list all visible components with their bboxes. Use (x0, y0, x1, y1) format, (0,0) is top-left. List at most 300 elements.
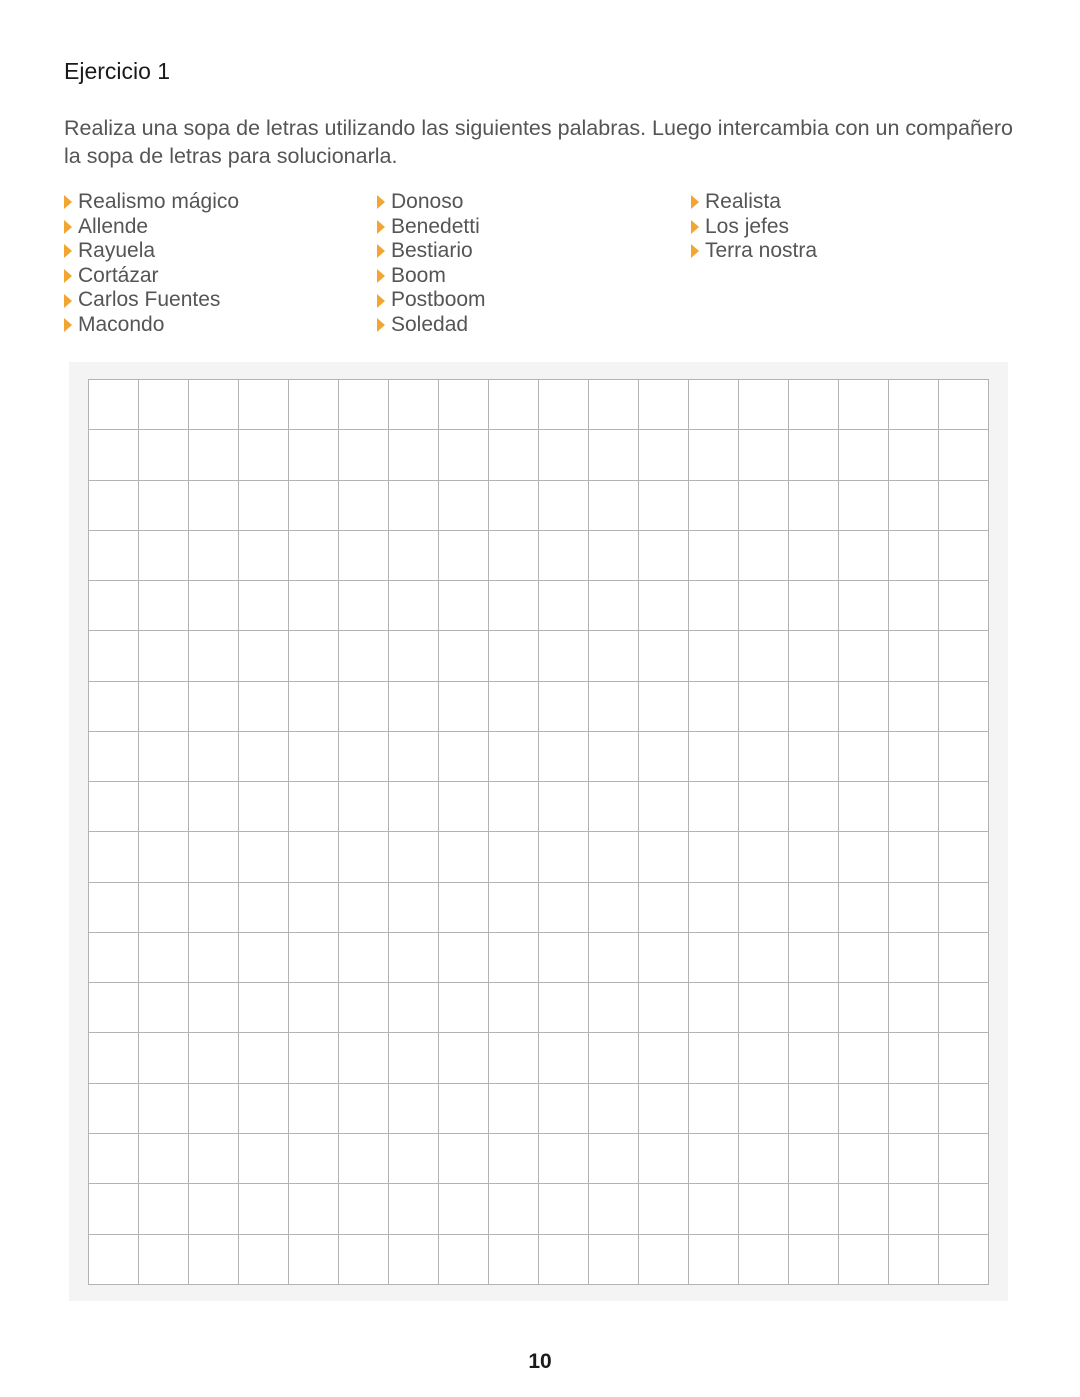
grid-cell[interactable] (189, 732, 239, 782)
grid-cell[interactable] (639, 631, 689, 681)
grid-cell[interactable] (89, 1235, 139, 1285)
grid-cell[interactable] (89, 531, 139, 581)
grid-cell[interactable] (139, 1084, 189, 1134)
grid-cell[interactable] (339, 1084, 389, 1134)
grid-cell[interactable] (439, 832, 489, 882)
grid-cell[interactable] (539, 1184, 589, 1234)
grid-cell[interactable] (689, 732, 739, 782)
grid-cell[interactable] (939, 983, 989, 1033)
grid-cell[interactable] (339, 531, 389, 581)
grid-cell[interactable] (639, 581, 689, 631)
grid-cell[interactable] (589, 581, 639, 631)
grid-cell[interactable] (539, 531, 589, 581)
grid-cell[interactable] (639, 1134, 689, 1184)
grid-cell[interactable] (639, 531, 689, 581)
grid-cell[interactable] (689, 380, 739, 430)
grid-cell[interactable] (89, 380, 139, 430)
grid-cell[interactable] (539, 883, 589, 933)
grid-cell[interactable] (939, 1134, 989, 1184)
grid-cell[interactable] (239, 481, 289, 531)
grid-cell[interactable] (939, 1084, 989, 1134)
grid-cell[interactable] (389, 1235, 439, 1285)
grid-cell[interactable] (889, 782, 939, 832)
grid-cell[interactable] (439, 1033, 489, 1083)
grid-cell[interactable] (639, 732, 689, 782)
grid-cell[interactable] (789, 732, 839, 782)
grid-cell[interactable] (289, 531, 339, 581)
grid-cell[interactable] (739, 1184, 789, 1234)
grid-cell[interactable] (289, 1235, 339, 1285)
grid-cell[interactable] (189, 430, 239, 480)
grid-cell[interactable] (689, 1235, 739, 1285)
grid-cell[interactable] (89, 581, 139, 631)
grid-cell[interactable] (839, 832, 889, 882)
grid-cell[interactable] (489, 682, 539, 732)
grid-cell[interactable] (139, 531, 189, 581)
grid-cell[interactable] (289, 1134, 339, 1184)
grid-cell[interactable] (789, 682, 839, 732)
grid-cell[interactable] (589, 832, 639, 882)
grid-cell[interactable] (389, 1084, 439, 1134)
grid-cell[interactable] (639, 380, 689, 430)
grid-cell[interactable] (239, 1033, 289, 1083)
grid-cell[interactable] (239, 581, 289, 631)
grid-cell[interactable] (339, 1184, 389, 1234)
grid-cell[interactable] (939, 531, 989, 581)
grid-cell[interactable] (789, 1033, 839, 1083)
grid-cell[interactable] (839, 1235, 889, 1285)
grid-cell[interactable] (589, 481, 639, 531)
grid-cell[interactable] (689, 933, 739, 983)
grid-cell[interactable] (589, 782, 639, 832)
grid-cell[interactable] (539, 1033, 589, 1083)
grid-cell[interactable] (139, 1184, 189, 1234)
grid-cell[interactable] (889, 1084, 939, 1134)
grid-cell[interactable] (639, 832, 689, 882)
grid-cell[interactable] (239, 631, 289, 681)
grid-cell[interactable] (289, 832, 339, 882)
grid-cell[interactable] (889, 983, 939, 1033)
grid-cell[interactable] (839, 531, 889, 581)
grid-cell[interactable] (339, 631, 389, 681)
grid-cell[interactable] (439, 682, 489, 732)
grid-cell[interactable] (839, 682, 889, 732)
grid-cell[interactable] (489, 933, 539, 983)
grid-cell[interactable] (139, 631, 189, 681)
grid-cell[interactable] (489, 1235, 539, 1285)
grid-cell[interactable] (439, 782, 489, 832)
grid-cell[interactable] (289, 1033, 339, 1083)
grid-cell[interactable] (239, 732, 289, 782)
grid-cell[interactable] (889, 481, 939, 531)
grid-cell[interactable] (389, 682, 439, 732)
grid-cell[interactable] (139, 1033, 189, 1083)
grid-cell[interactable] (239, 430, 289, 480)
grid-cell[interactable] (589, 983, 639, 1033)
grid-cell[interactable] (839, 481, 889, 531)
grid-cell[interactable] (89, 682, 139, 732)
grid-cell[interactable] (689, 682, 739, 732)
grid-cell[interactable] (139, 481, 189, 531)
grid-cell[interactable] (889, 430, 939, 480)
grid-cell[interactable] (739, 832, 789, 882)
grid-cell[interactable] (239, 1184, 289, 1234)
grid-cell[interactable] (589, 1033, 639, 1083)
grid-cell[interactable] (139, 832, 189, 882)
grid-cell[interactable] (139, 682, 189, 732)
grid-cell[interactable] (639, 430, 689, 480)
grid-cell[interactable] (939, 581, 989, 631)
grid-cell[interactable] (639, 883, 689, 933)
grid-cell[interactable] (589, 1134, 639, 1184)
grid-cell[interactable] (589, 883, 639, 933)
grid-cell[interactable] (289, 782, 339, 832)
grid-cell[interactable] (489, 782, 539, 832)
grid-cell[interactable] (339, 1235, 389, 1285)
grid-cell[interactable] (789, 430, 839, 480)
grid-cell[interactable] (589, 430, 639, 480)
grid-cell[interactable] (739, 531, 789, 581)
grid-cell[interactable] (439, 631, 489, 681)
grid-cell[interactable] (739, 1033, 789, 1083)
grid-cell[interactable] (839, 732, 889, 782)
grid-cell[interactable] (239, 883, 289, 933)
grid-cell[interactable] (789, 581, 839, 631)
grid-cell[interactable] (189, 1084, 239, 1134)
grid-cell[interactable] (289, 430, 339, 480)
grid-cell[interactable] (889, 883, 939, 933)
grid-cell[interactable] (389, 631, 439, 681)
grid-cell[interactable] (589, 1084, 639, 1134)
grid-cell[interactable] (939, 1184, 989, 1234)
grid-cell[interactable] (789, 782, 839, 832)
grid-cell[interactable] (89, 631, 139, 681)
grid-cell[interactable] (889, 832, 939, 882)
grid-cell[interactable] (739, 380, 789, 430)
grid-cell[interactable] (839, 631, 889, 681)
grid-cell[interactable] (539, 1084, 589, 1134)
grid-cell[interactable] (489, 531, 539, 581)
grid-cell[interactable] (689, 631, 739, 681)
grid-cell[interactable] (739, 481, 789, 531)
grid-cell[interactable] (439, 1184, 489, 1234)
grid-cell[interactable] (389, 581, 439, 631)
grid-cell[interactable] (839, 782, 889, 832)
grid-cell[interactable] (489, 883, 539, 933)
grid-cell[interactable] (789, 983, 839, 1033)
grid-cell[interactable] (389, 732, 439, 782)
grid-cell[interactable] (939, 732, 989, 782)
grid-cell[interactable] (839, 1084, 889, 1134)
grid-cell[interactable] (539, 1134, 589, 1184)
grid-cell[interactable] (339, 732, 389, 782)
grid-cell[interactable] (489, 1184, 539, 1234)
grid-cell[interactable] (539, 430, 589, 480)
grid-cell[interactable] (839, 581, 889, 631)
grid-cell[interactable] (339, 581, 389, 631)
grid-cell[interactable] (689, 782, 739, 832)
grid-cell[interactable] (489, 732, 539, 782)
grid-cell[interactable] (939, 481, 989, 531)
grid-cell[interactable] (539, 732, 589, 782)
grid-cell[interactable] (389, 883, 439, 933)
grid-cell[interactable] (189, 782, 239, 832)
grid-cell[interactable] (689, 1084, 739, 1134)
grid-cell[interactable] (439, 380, 489, 430)
grid-cell[interactable] (939, 1033, 989, 1083)
grid-cell[interactable] (439, 430, 489, 480)
grid-cell[interactable] (189, 631, 239, 681)
grid-cell[interactable] (639, 1033, 689, 1083)
grid-cell[interactable] (439, 1134, 489, 1184)
grid-cell[interactable] (189, 1235, 239, 1285)
grid-cell[interactable] (739, 631, 789, 681)
grid-cell[interactable] (289, 682, 339, 732)
grid-cell[interactable] (639, 481, 689, 531)
grid-cell[interactable] (189, 883, 239, 933)
grid-cell[interactable] (189, 481, 239, 531)
grid-cell[interactable] (289, 380, 339, 430)
grid-cell[interactable] (189, 832, 239, 882)
grid-cell[interactable] (389, 1134, 439, 1184)
grid-cell[interactable] (239, 1235, 289, 1285)
grid-cell[interactable] (689, 883, 739, 933)
grid-cell[interactable] (589, 1184, 639, 1234)
grid-cell[interactable] (139, 883, 189, 933)
grid-cell[interactable] (389, 933, 439, 983)
grid-cell[interactable] (289, 1184, 339, 1234)
grid-cell[interactable] (689, 983, 739, 1033)
grid-cell[interactable] (489, 1033, 539, 1083)
grid-cell[interactable] (189, 983, 239, 1033)
grid-cell[interactable] (489, 832, 539, 882)
grid-cell[interactable] (839, 380, 889, 430)
grid-cell[interactable] (189, 933, 239, 983)
grid-cell[interactable] (139, 380, 189, 430)
grid-cell[interactable] (89, 1033, 139, 1083)
grid-cell[interactable] (639, 1235, 689, 1285)
grid-cell[interactable] (189, 581, 239, 631)
grid-cell[interactable] (789, 1084, 839, 1134)
grid-cell[interactable] (239, 983, 289, 1033)
grid-cell[interactable] (839, 883, 889, 933)
grid-cell[interactable] (239, 832, 289, 882)
grid-cell[interactable] (139, 983, 189, 1033)
grid-cell[interactable] (589, 1235, 639, 1285)
grid-cell[interactable] (939, 631, 989, 681)
grid-cell[interactable] (439, 933, 489, 983)
grid-cell[interactable] (939, 1235, 989, 1285)
grid-cell[interactable] (289, 883, 339, 933)
grid-cell[interactable] (389, 1033, 439, 1083)
grid-cell[interactable] (639, 782, 689, 832)
grid-cell[interactable] (289, 1084, 339, 1134)
grid-cell[interactable] (589, 531, 639, 581)
grid-cell[interactable] (239, 782, 289, 832)
grid-cell[interactable] (189, 380, 239, 430)
grid-cell[interactable] (389, 430, 439, 480)
grid-cell[interactable] (539, 782, 589, 832)
grid-cell[interactable] (239, 933, 289, 983)
grid-cell[interactable] (589, 631, 639, 681)
grid-cell[interactable] (539, 682, 589, 732)
grid-cell[interactable] (239, 380, 289, 430)
grid-cell[interactable] (689, 531, 739, 581)
grid-cell[interactable] (339, 883, 389, 933)
grid-cell[interactable] (339, 832, 389, 882)
grid-cell[interactable] (889, 682, 939, 732)
grid-cell[interactable] (89, 782, 139, 832)
grid-cell[interactable] (139, 430, 189, 480)
grid-cell[interactable] (639, 1184, 689, 1234)
grid-cell[interactable] (589, 380, 639, 430)
grid-cell[interactable] (939, 832, 989, 882)
grid-cell[interactable] (589, 933, 639, 983)
grid-cell[interactable] (639, 682, 689, 732)
grid-cell[interactable] (389, 481, 439, 531)
grid-cell[interactable] (89, 732, 139, 782)
grid-cell[interactable] (639, 983, 689, 1033)
grid-cell[interactable] (539, 933, 589, 983)
grid-cell[interactable] (339, 983, 389, 1033)
grid-cell[interactable] (889, 1235, 939, 1285)
grid-cell[interactable] (139, 782, 189, 832)
grid-cell[interactable] (389, 531, 439, 581)
grid-cell[interactable] (889, 380, 939, 430)
grid-cell[interactable] (939, 380, 989, 430)
grid-cell[interactable] (789, 481, 839, 531)
grid-cell[interactable] (439, 581, 489, 631)
grid-cell[interactable] (539, 832, 589, 882)
grid-cell[interactable] (839, 933, 889, 983)
grid-cell[interactable] (689, 581, 739, 631)
grid-cell[interactable] (489, 380, 539, 430)
grid-cell[interactable] (739, 732, 789, 782)
grid-cell[interactable] (389, 782, 439, 832)
grid-cell[interactable] (889, 732, 939, 782)
grid-cell[interactable] (789, 1184, 839, 1234)
grid-cell[interactable] (339, 380, 389, 430)
grid-cell[interactable] (289, 933, 339, 983)
grid-cell[interactable] (789, 631, 839, 681)
grid-cell[interactable] (389, 832, 439, 882)
grid-cell[interactable] (489, 481, 539, 531)
grid-cell[interactable] (939, 883, 989, 933)
grid-cell[interactable] (889, 1184, 939, 1234)
grid-cell[interactable] (739, 983, 789, 1033)
grid-cell[interactable] (939, 430, 989, 480)
grid-cell[interactable] (539, 581, 589, 631)
grid-cell[interactable] (239, 682, 289, 732)
grid-cell[interactable] (539, 380, 589, 430)
grid-cell[interactable] (189, 1184, 239, 1234)
grid-cell[interactable] (89, 933, 139, 983)
grid-cell[interactable] (939, 682, 989, 732)
grid-cell[interactable] (739, 1084, 789, 1134)
grid-cell[interactable] (939, 782, 989, 832)
grid-cell[interactable] (439, 983, 489, 1033)
grid-cell[interactable] (889, 631, 939, 681)
grid-cell[interactable] (839, 430, 889, 480)
grid-cell[interactable] (839, 1184, 889, 1234)
grid-cell[interactable] (739, 1134, 789, 1184)
grid-cell[interactable] (489, 1084, 539, 1134)
grid-cell[interactable] (689, 481, 739, 531)
grid-cell[interactable] (739, 430, 789, 480)
grid-cell[interactable] (339, 1033, 389, 1083)
grid-cell[interactable] (289, 732, 339, 782)
grid-cell[interactable] (889, 1033, 939, 1083)
grid-cell[interactable] (639, 1084, 689, 1134)
grid-cell[interactable] (689, 832, 739, 882)
grid-cell[interactable] (239, 1084, 289, 1134)
grid-cell[interactable] (789, 531, 839, 581)
grid-cell[interactable] (839, 1033, 889, 1083)
grid-cell[interactable] (89, 1184, 139, 1234)
grid-cell[interactable] (239, 1134, 289, 1184)
grid-cell[interactable] (489, 631, 539, 681)
grid-cell[interactable] (139, 581, 189, 631)
grid-cell[interactable] (139, 732, 189, 782)
grid-cell[interactable] (739, 883, 789, 933)
grid-cell[interactable] (739, 782, 789, 832)
grid-cell[interactable] (189, 531, 239, 581)
grid-cell[interactable] (789, 1235, 839, 1285)
grid-cell[interactable] (889, 531, 939, 581)
grid-cell[interactable] (489, 983, 539, 1033)
grid-cell[interactable] (939, 933, 989, 983)
grid-cell[interactable] (889, 581, 939, 631)
grid-cell[interactable] (89, 1134, 139, 1184)
grid-cell[interactable] (589, 682, 639, 732)
grid-cell[interactable] (389, 983, 439, 1033)
grid-cell[interactable] (189, 1134, 239, 1184)
grid-cell[interactable] (139, 1134, 189, 1184)
grid-cell[interactable] (539, 1235, 589, 1285)
grid-cell[interactable] (89, 1084, 139, 1134)
grid-cell[interactable] (339, 682, 389, 732)
grid-cell[interactable] (89, 832, 139, 882)
grid-cell[interactable] (839, 1134, 889, 1184)
grid-cell[interactable] (689, 430, 739, 480)
grid-cell[interactable] (689, 1134, 739, 1184)
grid-cell[interactable] (89, 430, 139, 480)
grid-cell[interactable] (689, 1033, 739, 1083)
grid-cell[interactable] (739, 1235, 789, 1285)
grid-cell[interactable] (339, 430, 389, 480)
grid-cell[interactable] (489, 581, 539, 631)
grid-cell[interactable] (889, 1134, 939, 1184)
grid-cell[interactable] (239, 531, 289, 581)
grid-cell[interactable] (139, 933, 189, 983)
grid-cell[interactable] (789, 933, 839, 983)
grid-cell[interactable] (539, 631, 589, 681)
grid-cell[interactable] (339, 481, 389, 531)
grid-cell[interactable] (339, 1134, 389, 1184)
grid-cell[interactable] (539, 481, 589, 531)
grid-cell[interactable] (839, 983, 889, 1033)
grid-cell[interactable] (139, 1235, 189, 1285)
grid-cell[interactable] (439, 732, 489, 782)
grid-cell[interactable] (389, 380, 439, 430)
grid-cell[interactable] (739, 682, 789, 732)
grid-cell[interactable] (289, 631, 339, 681)
grid-cell[interactable] (589, 732, 639, 782)
grid-cell[interactable] (439, 883, 489, 933)
grid-cell[interactable] (639, 933, 689, 983)
grid-cell[interactable] (289, 581, 339, 631)
grid-cell[interactable] (339, 933, 389, 983)
